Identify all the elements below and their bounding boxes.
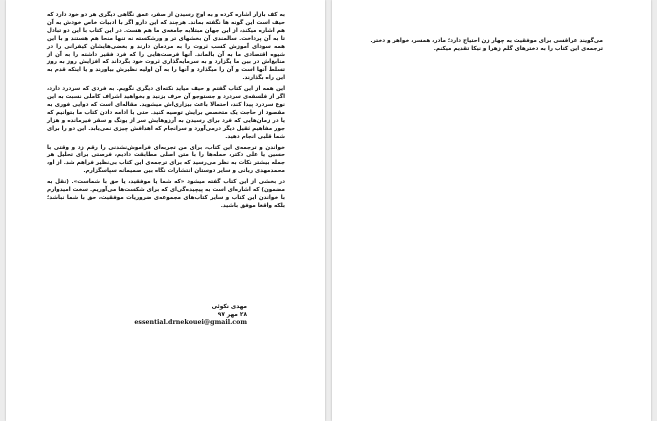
signature-block xyxy=(87,303,247,327)
right-page xyxy=(332,0,651,421)
left-page xyxy=(6,0,325,421)
translator-email: essential.drnekouei@gmail.com xyxy=(134,319,247,326)
dedication-paragraph: می‌گویند عراقسی برای موفقیت به چهار زن احتیاج دارد؛ مادر، همسر، خواهر و دختر. ترجمه‌ی این کتاب را به دخترهای گلم زهرا و نیکا تقدیم میکنم. xyxy=(370,38,603,52)
signature-date: ۲۸ مهر ۹۷ xyxy=(217,312,247,318)
dedication-text xyxy=(367,38,603,54)
translator-name: مهدی نکوئی xyxy=(211,304,247,310)
preface-paragraph-4: در بخشی از این کتاب گفته میشود «که شما یا موفقید، یا حق با شماست». (نقل به مضمون) که اشاره‌ای است به پیچیده‌گی‌ای که برای شکست‌ها می‌آوریم. سخت امیدوارم با خواندن این کتاب و سایر کتاب‌های مجموعه‌ی ضروریات موفقیت، حق با شما نباشد؛ بلکه واقعا موفق باشید. xyxy=(47,179,285,209)
preface-paragraph-1: به کف بازار اشاره کرده و به اوج رسیدن از صفر، عمق نگاهی دیگری هر دو خود دارد که حیف است این گونه ها نگفته بماند. هرچند که این دارو اگر با ادبیات خاص خودش به آن هم اشاره میکند، از این جهان مبتلابه جامعه‌ی ما هم هست. در این کتاب با این دو تبادل تا به آن پرداخت. سالمندی آن بخشهای تر و ورشکسته نه تنها منحا هم هستند و با این همه سودای آموزش کسب ثروت را به مردمان دارند و بعضی‌هایشان کیفرانی را در شیوه اقتصادی ما به آن بالماند. آنها فرصت‌هایی را که فرد فقیر داشته را به آن از منابع‌اش در بین ما یگزارد و به سرمایه‌گذاری ثروت خود بگرداند که افزایش روز به روز تسلط آنها است و آن را میگذارد و آنها را به آن اولیه نظیرش بیاورند و یا اینکه قدم به این راه بگذارند. xyxy=(47,12,285,82)
preface-paragraph-2: این همه از این کتاب گفتم و حیف میاید نکته‌ای دیگری نگویم. به فردی که سردرد دارد، اگر از فلسفه‌ی سردرد و جستوجو آن حرف بزنید و بخواهید اشراف کاملی نسبت به این نوع سردرد پیدا کند، احتمالا باعث بیزاری‌اش میشوید. مقاله‌ای است که دوایی فوری به مقصود از حاجت یک متخصص برایش توصیه کنید. حتی با ادامه دادن کتاب ما بتوانیم که یا در زمان‌هایی که فرد برای رسیدن به آرزوهایش سر از یونگ و سقر فیرمانده و هزار جور مفاهیم ثقیل دیگر درمی‌آورد و سرانجام که اهدافش چیزی نمی‌یابد. این دو را برای شما قلبی انجام دهید. xyxy=(47,86,285,140)
preface-paragraph-3: خواندن و ترجمه‌ی این کتاب، برای من تجربه‌ای فراموش‌نشدنی را رقم زد و وقتی با حسین یا علی دکتر، حمله‌ها را با متن اصلی مطابقت دادیم، فرصتی برای تحلیل هر جمله بیشتر نکات به نظر می‌رسید که برای ترجمه‌ی این کتاب بی‌نظیر فراهم شد. از او، محمدمهدی ربانی و سایر دوستان انتشارات نگاه بین صمیمانه سپاسگزارم. xyxy=(47,144,285,175)
translator-preface-body xyxy=(47,12,285,214)
